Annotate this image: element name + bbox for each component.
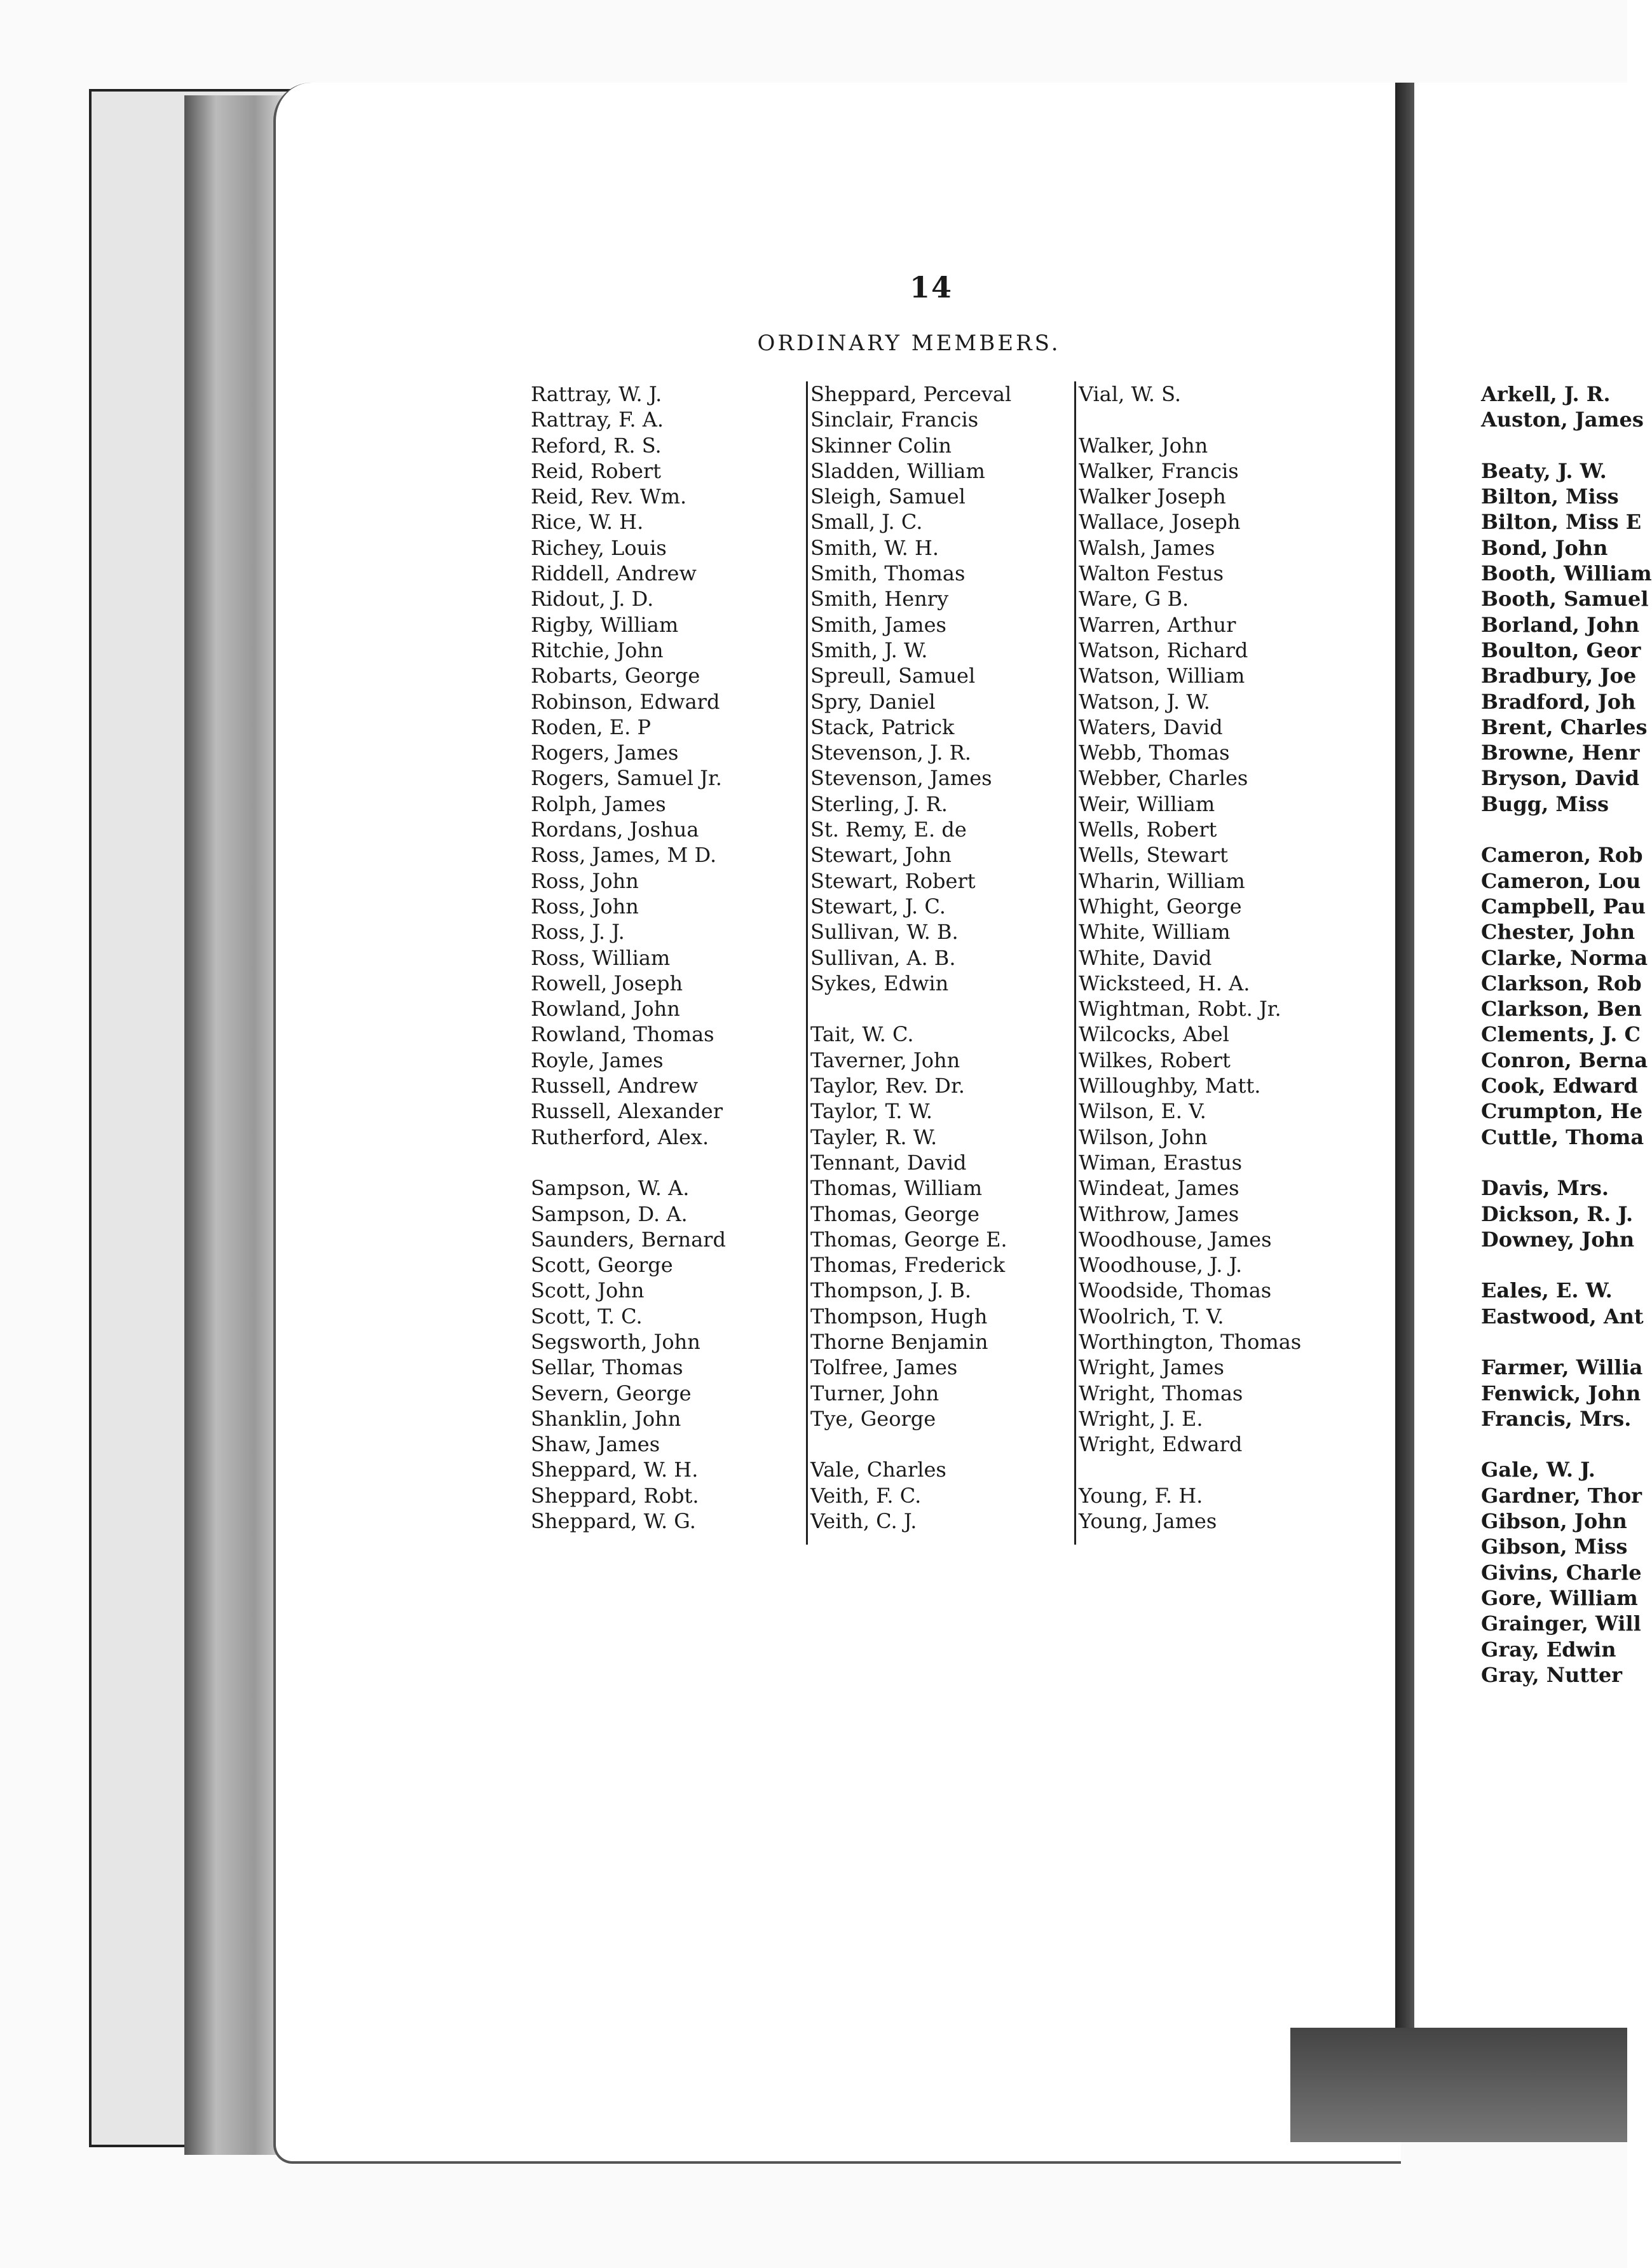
- member-name: Sheppard, W. H.: [531, 1458, 699, 1482]
- member-name: Rigby, William: [531, 612, 679, 637]
- page-gutter: [1395, 83, 1414, 2053]
- member-name: Scott, John: [531, 1278, 645, 1303]
- member-name: Sykes, Edwin: [810, 971, 949, 995]
- member-name: Shaw, James: [531, 1432, 660, 1457]
- member-name: Scott, T. C.: [531, 1304, 643, 1329]
- member-name: Wicksteed, H. A.: [1079, 971, 1250, 995]
- member-name: Beaty, J. W.: [1481, 458, 1607, 483]
- member-name: Downey, John: [1481, 1227, 1635, 1252]
- member-name: Gale, W. J.: [1481, 1458, 1595, 1482]
- member-name: Richey, Louis: [531, 535, 667, 560]
- member-name: Robinson, Edward: [531, 689, 720, 714]
- member-name: Fenwick, John: [1481, 1381, 1641, 1405]
- member-name: Watson, William: [1079, 664, 1245, 688]
- member-name: Thorne Benjamin: [810, 1329, 988, 1354]
- member-name: Sinclair, Francis: [810, 407, 979, 432]
- member-name: Smith, James: [810, 612, 946, 637]
- member-name: Saunders, Bernard: [531, 1227, 726, 1252]
- member-name: Stewart, Robert: [810, 868, 976, 893]
- member-name: Thomas, George E.: [810, 1227, 1007, 1252]
- member-name: Shanklin, John: [531, 1406, 681, 1431]
- member-name: Reid, Rev. Wm.: [531, 484, 687, 509]
- member-name: Wiman, Erastus: [1079, 1150, 1242, 1175]
- member-name: Wightman, Robt. Jr.: [1079, 997, 1281, 1021]
- member-name: Walton Festus: [1079, 561, 1224, 586]
- member-name: Taylor, T. W.: [810, 1099, 933, 1124]
- spacer: [1481, 1329, 1652, 1355]
- member-name: Sleigh, Samuel: [810, 484, 966, 509]
- member-name: Vale, Charles: [810, 1458, 946, 1482]
- member-name: Wharin, William: [1079, 868, 1245, 893]
- member-column-2: [806, 381, 1011, 1545]
- member-name: Sampson, D. A.: [531, 1201, 688, 1226]
- member-name: Smith, Henry: [810, 587, 949, 611]
- spacer: [1481, 817, 1652, 842]
- member-name: Waters, David: [1079, 714, 1223, 739]
- member-name: Wilson, John: [1079, 1124, 1208, 1149]
- member-name: Borland, John: [1481, 612, 1640, 637]
- member-name: White, David: [1079, 945, 1212, 970]
- member-name: Watson, J. W.: [1079, 689, 1210, 714]
- member-name: Russell, Alexander: [531, 1099, 723, 1124]
- member-name: Webb, Thomas: [1079, 741, 1230, 765]
- member-name: Walker Joseph: [1079, 484, 1226, 509]
- member-name: Rolph, James: [531, 791, 666, 816]
- member-name: Stewart, J. C.: [810, 894, 946, 919]
- member-name: Ridout, J. D.: [531, 587, 654, 611]
- member-name: Gray, Nutter: [1481, 1662, 1623, 1687]
- member-name: Smith, Thomas: [810, 561, 966, 586]
- spacer: [531, 1150, 726, 1175]
- member-name: Browne, Henr: [1481, 741, 1640, 765]
- member-name: Segsworth, John: [531, 1329, 700, 1354]
- member-name: Thomas, George: [810, 1201, 980, 1226]
- member-name: Dickson, R. J.: [1481, 1201, 1634, 1226]
- member-column-4: [1481, 381, 1652, 1688]
- member-name: Auston, James: [1481, 407, 1644, 432]
- member-name: Turner, John: [810, 1381, 939, 1405]
- spacer: [810, 996, 1011, 1021]
- member-name: Boulton, Geor: [1481, 638, 1641, 662]
- member-name: Cook, Edward: [1481, 1074, 1638, 1098]
- member-name: Smith, J. W.: [810, 638, 928, 662]
- member-name: Windeat, James: [1079, 1176, 1239, 1201]
- member-name: Cuttle, Thoma: [1481, 1124, 1644, 1149]
- member-name: Thompson, Hugh: [810, 1304, 988, 1329]
- page-number: 14: [909, 270, 953, 304]
- member-name: Ware, G B.: [1079, 587, 1189, 611]
- member-name: Skinner Colin: [810, 433, 952, 458]
- member-name: Tayler, R. W.: [810, 1124, 938, 1149]
- member-name: Booth, Samuel: [1481, 587, 1649, 611]
- member-name: Davis, Mrs.: [1481, 1176, 1609, 1201]
- member-name: Reid, Robert: [531, 458, 662, 483]
- member-name: Bradford, Joh: [1481, 689, 1636, 714]
- member-name: Wells, Stewart: [1079, 843, 1228, 868]
- member-name: Rowell, Joseph: [531, 971, 683, 995]
- member-name: Roden, E. P: [531, 714, 651, 739]
- member-name: St. Remy, E. de: [810, 817, 967, 842]
- member-name: Eastwood, Ant: [1481, 1304, 1644, 1329]
- member-name: Ross, J. J.: [531, 920, 625, 945]
- member-name: Rowland, John: [531, 997, 680, 1021]
- member-name: Willoughby, Matt.: [1079, 1074, 1261, 1098]
- member-name: Sheppard, Robt.: [531, 1483, 699, 1508]
- member-name: Bond, John: [1481, 535, 1608, 560]
- member-name: Bryson, David: [1481, 766, 1640, 791]
- member-name: Stevenson, J. R.: [810, 741, 971, 765]
- member-name: Sullivan, W. B.: [810, 920, 959, 945]
- spacer: [1481, 1431, 1652, 1457]
- member-name: Wallace, Joseph: [1079, 510, 1241, 535]
- member-name: Givins, Charle: [1481, 1560, 1642, 1585]
- member-name: Gore, William: [1481, 1585, 1638, 1610]
- member-name: Thomas, William: [810, 1176, 983, 1201]
- member-name: Walker, Francis: [1079, 458, 1239, 483]
- member-name: Riddell, Andrew: [531, 561, 697, 586]
- member-name: Ross, John: [531, 868, 639, 893]
- member-name: Rattray, F. A.: [531, 407, 664, 432]
- member-name: Campbell, Pau: [1481, 894, 1646, 919]
- member-name: Woodside, Thomas: [1079, 1278, 1272, 1303]
- member-name: Sladden, William: [810, 458, 985, 483]
- member-name: Royle, James: [531, 1048, 664, 1072]
- member-name: Clarkson, Rob: [1481, 971, 1642, 995]
- member-name: Severn, George: [531, 1381, 692, 1405]
- member-name: Taylor, Rev. Dr.: [810, 1074, 965, 1098]
- member-name: Scott, George: [531, 1253, 673, 1278]
- member-name: Robarts, George: [531, 664, 700, 688]
- member-name: Smith, W. H.: [810, 535, 939, 560]
- member-name: Rogers, Samuel Jr.: [531, 766, 722, 791]
- member-name: Booth, William: [1481, 561, 1652, 586]
- spacer: [1481, 1252, 1652, 1278]
- member-name: Clarkson, Ben: [1481, 997, 1642, 1021]
- member-name: Veith, F. C.: [810, 1483, 922, 1508]
- spacer: [1079, 1457, 1301, 1482]
- member-name: Bradbury, Joe: [1481, 664, 1637, 688]
- member-name: Woolrich, T. V.: [1079, 1304, 1224, 1329]
- member-name: Wells, Robert: [1079, 817, 1217, 842]
- member-name: Eales, E. W.: [1481, 1278, 1613, 1303]
- member-name: Cameron, Lou: [1481, 868, 1641, 893]
- member-name: Bilton, Miss: [1481, 484, 1619, 509]
- member-name: Wilcocks, Abel: [1079, 1022, 1229, 1047]
- member-name: Rogers, James: [531, 741, 679, 765]
- member-name: Woodhouse, J. J.: [1079, 1253, 1243, 1278]
- member-name: Spreull, Samuel: [810, 664, 976, 688]
- member-name: Young, F. H.: [1079, 1483, 1203, 1508]
- section-title: ORDINARY MEMBERS.: [757, 331, 1061, 356]
- member-name: Thomas, Frederick: [810, 1253, 1006, 1278]
- member-name: Webber, Charles: [1079, 766, 1248, 791]
- member-name: Rice, W. H.: [531, 510, 644, 535]
- member-name: Small, J. C.: [810, 510, 923, 535]
- member-name: Crumpton, He: [1481, 1099, 1643, 1124]
- member-name: Wright, J. E.: [1079, 1406, 1203, 1431]
- member-name: Tolfree, James: [810, 1355, 958, 1380]
- member-name: Reford, R. S.: [531, 433, 662, 458]
- member-name: Brent, Charles: [1481, 714, 1648, 739]
- member-name: Rowland, Thomas: [531, 1022, 714, 1047]
- member-name: Watson, Richard: [1079, 638, 1248, 662]
- member-name: Tennant, David: [810, 1150, 967, 1175]
- member-name: Wright, Thomas: [1079, 1381, 1243, 1405]
- member-name: Conron, Berna: [1481, 1048, 1648, 1072]
- member-name: Weir, William: [1079, 791, 1215, 816]
- member-name: Clements, J. C: [1481, 1022, 1641, 1047]
- member-name: Rattray, W. J.: [531, 382, 662, 406]
- member-column-3: [1074, 381, 1301, 1545]
- member-name: Wilson, E. V.: [1079, 1099, 1206, 1124]
- member-name: Cameron, Rob: [1481, 843, 1643, 868]
- member-name: Sellar, Thomas: [531, 1355, 683, 1380]
- member-name: Stewart, John: [810, 843, 952, 868]
- member-name: Woodhouse, James: [1079, 1227, 1272, 1252]
- member-name: Sheppard, W. G.: [531, 1509, 696, 1534]
- member-name: Ross, William: [531, 945, 671, 970]
- member-name: Gibson, Miss: [1481, 1534, 1628, 1559]
- spacer: [810, 1431, 1011, 1457]
- member-name: Withrow, James: [1079, 1201, 1239, 1226]
- member-name: Tye, George: [810, 1406, 936, 1431]
- spacer: [1481, 433, 1652, 458]
- member-name: Bugg, Miss: [1481, 791, 1609, 816]
- member-name: Taverner, John: [810, 1048, 960, 1072]
- member-name: Francis, Mrs.: [1481, 1406, 1632, 1431]
- spacer: [1079, 407, 1301, 432]
- member-name: Stevenson, James: [810, 766, 992, 791]
- member-name: White, William: [1079, 920, 1231, 945]
- member-name: Walsh, James: [1079, 535, 1215, 560]
- member-name: Warren, Arthur: [1079, 612, 1236, 637]
- member-name: Walker, John: [1079, 433, 1208, 458]
- member-name: Bilton, Miss E: [1481, 510, 1642, 535]
- member-name: Grainger, Will: [1481, 1611, 1641, 1636]
- member-name: Arkell, J. R.: [1481, 382, 1611, 406]
- member-name: Gibson, John: [1481, 1509, 1627, 1534]
- member-name: Clarke, Norma: [1481, 945, 1648, 970]
- book-bottom-edge: [1290, 2028, 1627, 2142]
- member-name: Ritchie, John: [531, 638, 664, 662]
- member-name: Stack, Patrick: [810, 714, 955, 739]
- member-name: Whight, George: [1079, 894, 1242, 919]
- member-name: Gray, Edwin: [1481, 1637, 1616, 1662]
- member-name: Wright, James: [1079, 1355, 1224, 1380]
- member-name: Young, James: [1079, 1509, 1217, 1534]
- member-name: Veith, C. J.: [810, 1509, 917, 1534]
- member-column-1: [531, 381, 726, 1534]
- member-name: Vial, W. S.: [1079, 382, 1182, 406]
- member-name: Rordans, Joshua: [531, 817, 699, 842]
- member-name: Farmer, Willia: [1481, 1355, 1643, 1380]
- member-name: Tait, W. C.: [810, 1022, 914, 1047]
- member-name: Gardner, Thor: [1481, 1483, 1642, 1508]
- member-name: Wilkes, Robert: [1079, 1048, 1231, 1072]
- member-name: Ross, John: [531, 894, 639, 919]
- member-name: Ross, James, M D.: [531, 843, 717, 868]
- member-name: Thompson, J. B.: [810, 1278, 972, 1303]
- member-name: Sterling, J. R.: [810, 791, 948, 816]
- member-name: Sheppard, Perceval: [810, 382, 1012, 406]
- member-name: Sampson, W. A.: [531, 1176, 690, 1201]
- member-name: Spry, Daniel: [810, 689, 936, 714]
- member-name: Chester, John: [1481, 920, 1635, 945]
- member-name: Rutherford, Alex.: [531, 1124, 709, 1149]
- member-name: Russell, Andrew: [531, 1074, 699, 1098]
- member-name: Wright, Edward: [1079, 1432, 1243, 1457]
- member-name: Worthington, Thomas: [1079, 1329, 1302, 1354]
- spacer: [1481, 1150, 1652, 1175]
- member-name: Sullivan, A. B.: [810, 945, 956, 970]
